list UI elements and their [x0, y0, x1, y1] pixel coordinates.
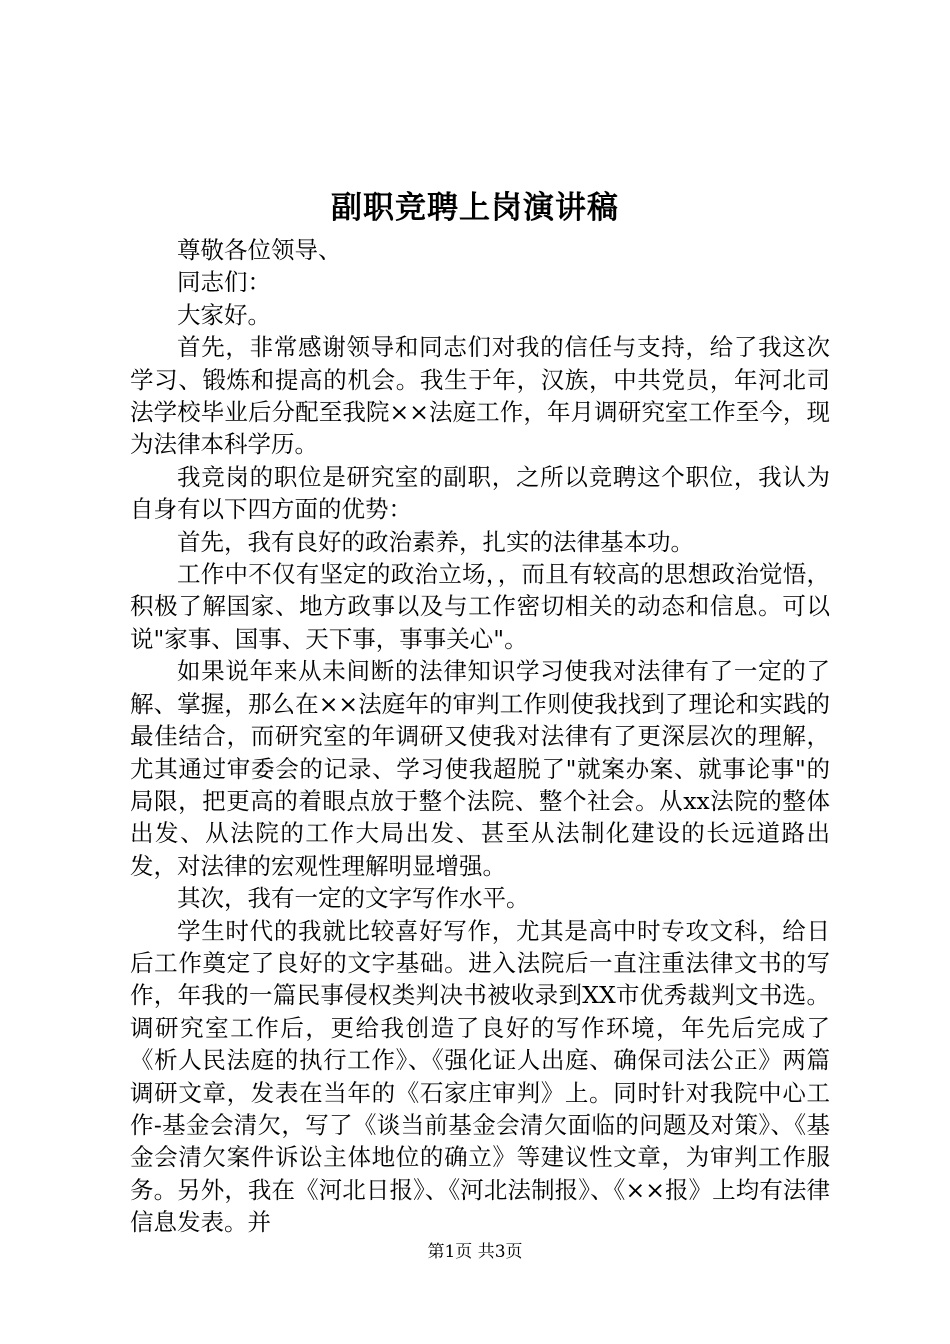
paragraph-legal-knowledge: 如果说年来从未间断的法律知识学习使我对法律有了一定的了解、掌握，那么在××法庭年的审判工作则使我找到了理论和实践的最佳结合，而研究室的年调研又使我对法律有了更深层次的理解，尤其通过审委会的记录、学习使我超脱了"就案办案、就事论事"的局限，把更高的着眼点放于整个法院、整个社会。从xx法院的整体出发、从法院的工作大局出发、甚至从法制化建设的长远道路出发，对法律的宏观性理解明显增强。 — [130, 657, 830, 880]
paragraph-introduction: 首先，非常感谢领导和同志们对我的信任与支持，给了我这次学习、锻炼和提高的机会。我生于年，汉族，中共党员，年河北司法学校毕业后分配至我院××法庭工作，年月调研究室工作至今，现为法律本科学历。 — [130, 333, 830, 459]
page-number-footer: 第1页 共3页 — [427, 1242, 523, 1262]
paragraph-position: 我竞岗的职位是研究室的副职，之所以竞聘这个职位，我认为自身有以下四方面的优势： — [130, 462, 830, 524]
paragraph-advantage-1-heading: 首先，我有良好的政治素养，扎实的法律基本功。 — [177, 527, 694, 556]
paragraph-salutation-2: 同志们： — [177, 268, 271, 297]
paragraph-writing-experience: 学生时代的我就比较喜好写作，尤其是高中时专攻文科，给日后工作奠定了良好的文字基础。进入法院后一直注重法律文书的写作，年我的一篇民事侵权类判决书被收录到XX市优秀裁判文书选。调研究室工作后，更给我创造了良好的写作环境，年先后完成了《析人民法庭的执行工作》、《强化证人出庭、确保司法公正》两篇调研文章，发表在当年的《石家庄审判》上。同时针对我院中心工作-基金会清欠，写了《谈当前基金会清欠面临的问题及对策》、《基金会清欠案件诉讼主体地位的确立》等建议性文章，为审判工作服务。另外，我在《河北日报》、《河北法制报》、《××报》上均有法律信息发表。并 — [130, 916, 830, 1237]
paragraph-political-stance: 工作中不仅有坚定的政治立场，，而且有较高的思想政治觉悟，积极了解国家、地方政事以及与工作密切相关的动态和信息。可以说"家事、国事、天下事，事事关心"。 — [130, 560, 830, 653]
paragraph-advantage-2-heading: 其次，我有一定的文字写作水平。 — [177, 884, 530, 913]
document-body — [130, 234, 830, 1239]
paragraph-salutation-1: 尊敬各位领导、 — [177, 236, 342, 264]
paragraph-greeting: 大家好。 — [177, 300, 271, 329]
document-title: 副职竞聘上岗演讲稿 — [331, 190, 619, 226]
